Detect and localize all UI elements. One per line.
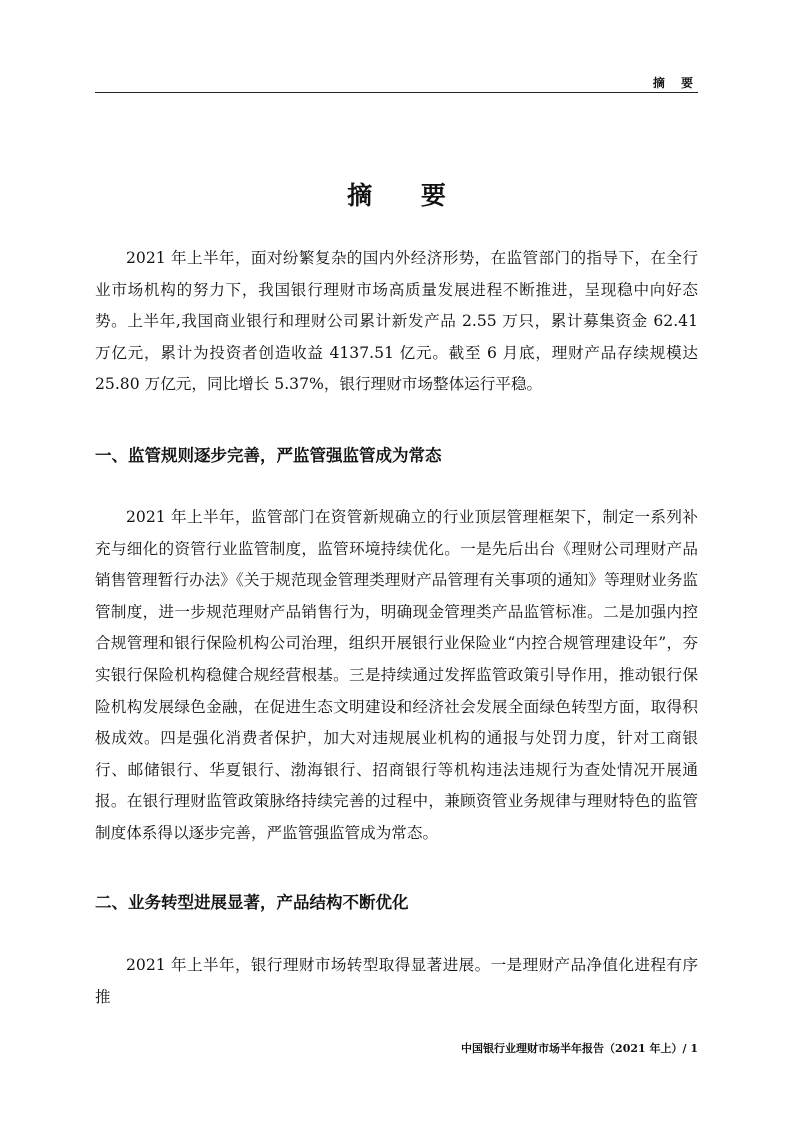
section-heading-2: 二、业务转型进展显著，产品结构不断优化 bbox=[95, 893, 409, 912]
intro-paragraph: 2021 年上半年，面对纷繁复杂的国内外经济形势，在监管部门的指导下，在全行业市场机构的努力下，我国银行理财市场高质量发展进程不断推进，呈现稳中向好态势。上半年,我国商业银行和理财公司累计新发产品 2.55 万只，累计募集资金 62.41 万亿元，累计为投资者创造收益 4137.51 亿元。截至 6 月底，理财产品存续规模达 25.80 万亿元，同比增长 5.37%，银行理财市场整体运行平稳。 bbox=[95, 249, 698, 394]
section-2-paragraph: 2021 年上半年，银行理财市场转型取得显著进展。一是理财产品净值化进程有序推 bbox=[95, 956, 698, 1006]
section-1-paragraph: 2021 年上半年，监管部门在资管新规确立的行业顶层管理框架下，制定一系列补充与细化的资管行业监管制度，监管环境持续优化。一是先后出台《理财公司理财产品销售管理暂行办法》《关于规范现金管理类理财产品管理有关事项的通知》等理财业务监管制度，进一步规范理财产品销售行为，明确现金管理类产品监管标准。二是加强内控合规管理和银行保险机构公司治理，组织开展银行业保险业“内控合规管理建设年”，夯实银行保险机构稳健合规经营根基。三是持续通过发挥监管政策引导作用，推动银行保险机构发展绿色金融，在促进生态文明建设和经济社会发展全面绿色转型方面，取得积极成效。四是强化消费者保护，加大对违规展业机构的通报与处罚力度，针对工商银行、邮储银行、华夏银行、渤海银行、招商银行等机构违法违规行为查处情况开展通报。在银行理财监管政策脉络持续完善的过程中，兼顾资管业务规律与理财特色的监管制度体系得以逐步完善，严监管强监管成为常态。 bbox=[95, 508, 698, 842]
page-footer: 中国银行业理财市场半年报告（2021 年上）/ 1 bbox=[461, 1042, 698, 1055]
page-title: 摘 要 bbox=[347, 181, 466, 210]
section-heading-1: 一、监管规则逐步完善，严监管强监管成为常态 bbox=[95, 446, 442, 465]
header-rule bbox=[95, 92, 698, 93]
running-header: 摘 要 bbox=[652, 76, 699, 90]
